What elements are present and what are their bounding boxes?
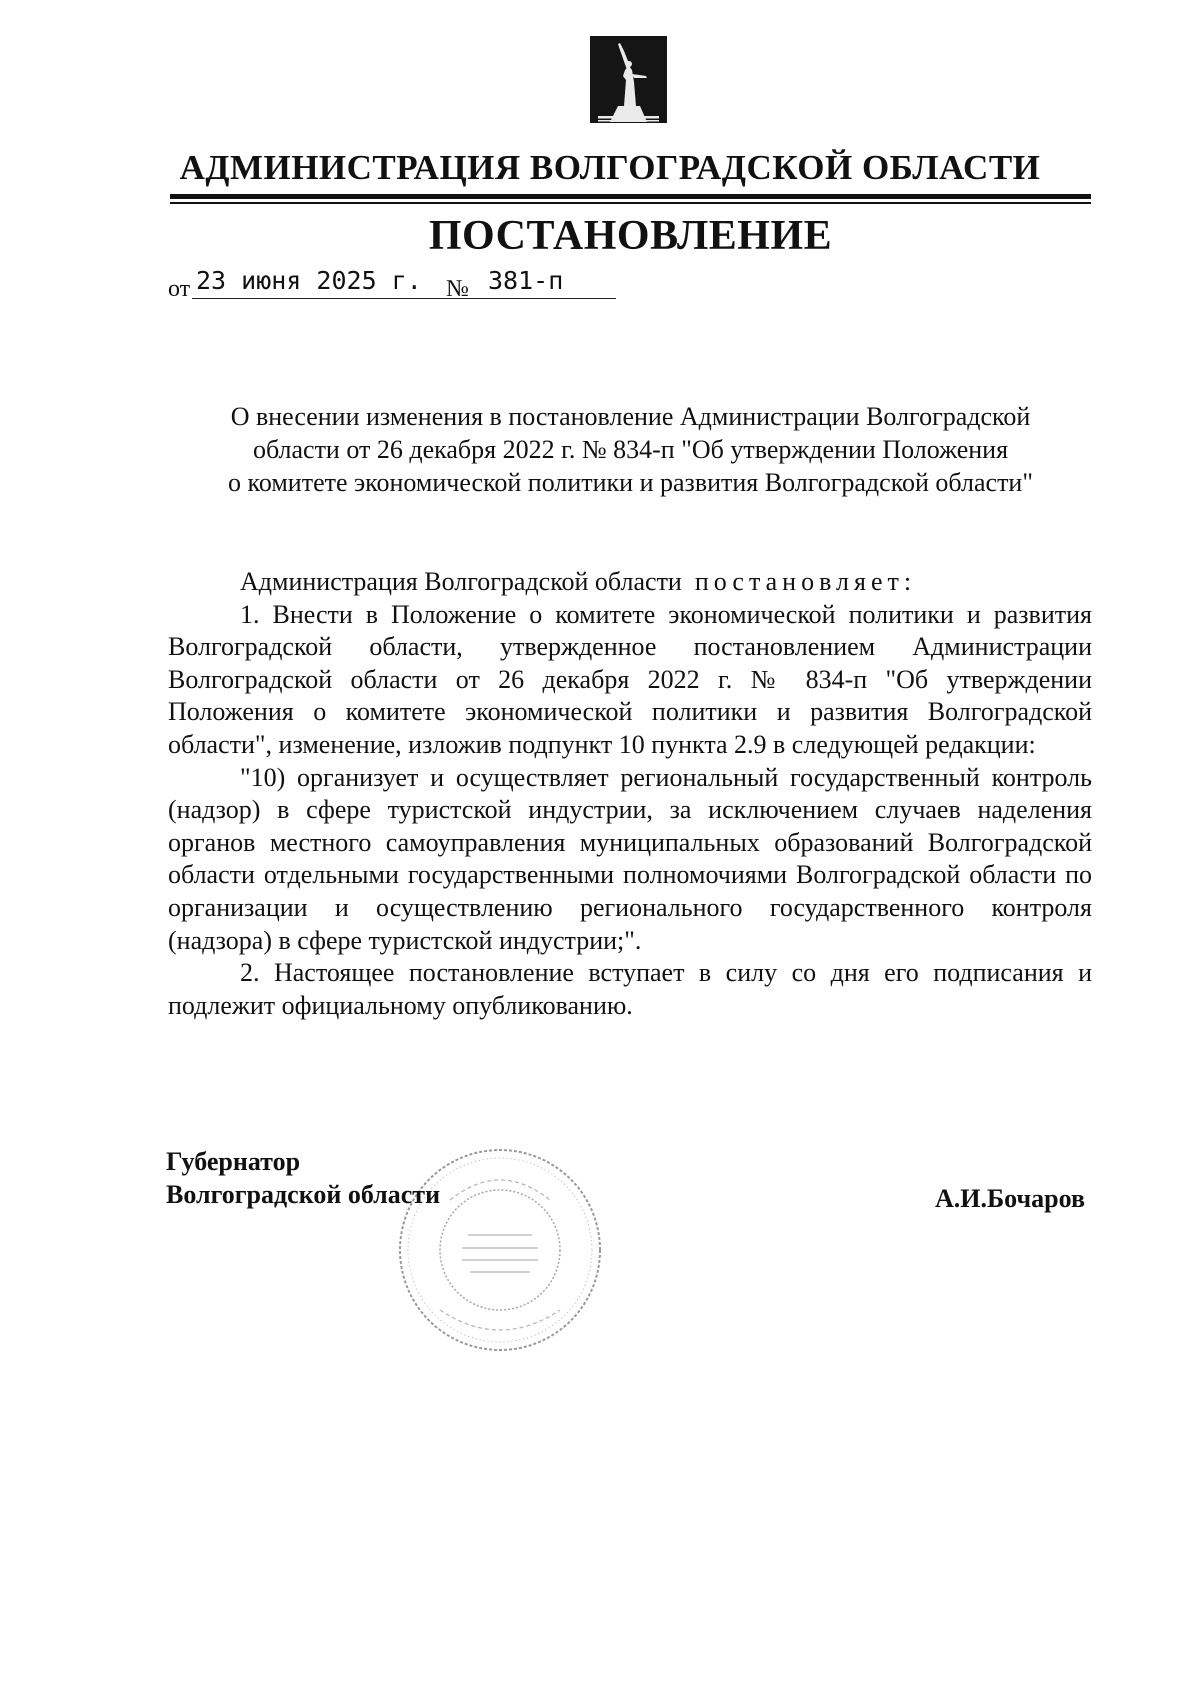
motherland-calls-emblem-icon: [590, 36, 667, 123]
document-date: 23 июня 2025 г.: [196, 266, 422, 295]
subject-line: о комитете экономической политики и развития Волгоградской области": [228, 468, 1033, 497]
header-rule-thin: [170, 202, 1091, 204]
organization-title: АДМИНИСТРАЦИЯ ВОЛГОГРАДСКОЙ ОБЛАСТИ: [179, 148, 1041, 187]
signatory-name: А.И.Бочаров: [934, 1184, 1085, 1213]
item-2: 2. Настоящее постановление вступает в силу со дня его подписания и подлежит официальному опубликованию.: [168, 958, 1092, 1020]
number-label: №: [446, 276, 469, 302]
registration-line: [168, 266, 628, 302]
position-line: Губернатор: [166, 1147, 301, 1176]
document-subject: [170, 400, 1091, 499]
preamble-verb: постановляет:: [694, 567, 917, 596]
document-number: 381-п: [488, 266, 564, 295]
signatory-position: [166, 1145, 440, 1211]
date-from-label: от: [168, 276, 191, 302]
document-type-title: ПОСТАНОВЛЕНИЕ: [428, 213, 833, 259]
header-rule-thick: [170, 194, 1091, 199]
item-1-quote: "10) организует и осуществляет региональный государственный контроль (надзор) в сфере туристской индустрии, за исключением случаев наделения органов местного самоуправления муниципальных образований Волгоградской области отдельными государственными полномочиями Волгоградской области по организации и осуществлению регионального государственного контроля (надзора) в сфере туристской индустрии;".: [168, 762, 1092, 955]
subject-line: области от 26 декабря 2022 г. № 834-п "Об утверждении Положения: [252, 435, 1009, 464]
subject-line: О внесении изменения в постановление Администрации Волгоградской: [230, 402, 1031, 431]
document-body: [168, 566, 1092, 1022]
number-underline: [476, 298, 616, 299]
preamble-prefix: Администрация Волгоградской области: [240, 567, 682, 596]
item-1: 1. Внести в Положение о комитете экономической политики и развития Волгоградской области, утвержденное постановлением Администрации Волгоградской области от 26 декабря 2022 г. № 834-п "Об утверждении Положения о комитете экономической политики и развития Волгоградской области", изменение, изложив подпункт 10 пункта 2.9 в следующей редакции:: [168, 599, 1092, 759]
position-line: Волгоградской области: [166, 1180, 441, 1209]
preamble: [168, 566, 1092, 599]
